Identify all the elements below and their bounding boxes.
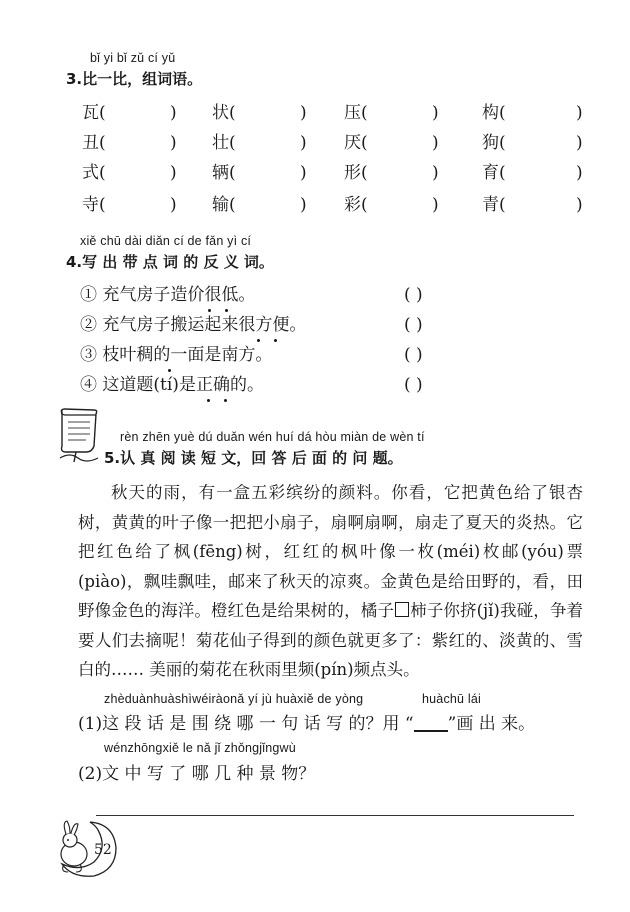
section4-title: 4.写 出 带 点 词 的 反 义 词。 (66, 253, 274, 271)
emphasis-dot (257, 339, 260, 342)
word-cell (82, 101, 182, 125)
square-glyph (395, 602, 409, 617)
right-paren: ) (300, 133, 307, 153)
target-character: 式 (82, 163, 99, 183)
antonym-item-4 (80, 373, 264, 397)
left-paren: ( (99, 103, 106, 123)
left-paren: ( (361, 103, 368, 123)
target-character: 压 (344, 103, 361, 123)
right-paren: ) (576, 195, 583, 215)
left-paren: ( (229, 103, 236, 123)
antonym-item-3 (80, 343, 272, 367)
item-number: ② (80, 315, 97, 335)
answer-parens-3: ( ) (404, 345, 423, 365)
word-cell (82, 131, 182, 155)
target-character: 寺 (82, 195, 99, 215)
word-cell (212, 131, 312, 155)
right-paren: ) (300, 103, 307, 123)
emphasis-dot (225, 309, 228, 312)
item-sentence: 枝叶稠的一面是南方。 (102, 345, 273, 365)
left-paren: ( (99, 133, 106, 153)
item-sentence: 这道题(tí)是正确的。 (102, 375, 264, 395)
target-character: 狗 (482, 133, 499, 153)
item-sentence: 充气房子搬运起来很方便。 (102, 315, 307, 335)
section3-pinyin: bǐ yi bǐ zǔ cí yǔ (90, 51, 176, 65)
left-paren: ( (361, 195, 368, 215)
target-character: 青 (482, 195, 499, 215)
item-sentence: 充气房子造价很低。 (102, 285, 256, 305)
target-character: 厌 (344, 133, 361, 153)
answer-parens-1: ( ) (404, 285, 423, 305)
right-paren: ) (170, 133, 177, 153)
q1-pinyin-2: huàchū lái (422, 692, 481, 706)
target-character: 构 (482, 103, 499, 123)
word-cell (212, 101, 312, 125)
section5-pinyin: rèn zhēn yuè dú duǎn wén huí dá hòu miàn de wèn tí (120, 430, 425, 444)
word-cell (344, 131, 444, 155)
emphasis-dot (208, 309, 211, 312)
right-paren: ) (576, 133, 583, 153)
answer-parens-4: ( ) (404, 375, 423, 395)
right-paren: ) (576, 163, 583, 183)
emphasis-dot (168, 369, 171, 372)
item-number: ① (80, 285, 97, 305)
question-2: (2)文 中 写 了 哪 几 种 景 物？ (78, 764, 316, 784)
reading-passage: 秋天的雨，有一盒五彩缤纷的颜料。你看，它把黄色给了银杏树，黄黄的叶子像一把把小扇子，扇啊扇啊，扇走了夏天的炎热。它把红色给了枫(fēng)树，红红的枫叶像一枚(méi)枚邮(yóu)票(piào)，飘哇飘哇，邮来了秋天的凉爽。金黄色是给田野的，看，田野像金色的海洋。橙红色是给果树的，橘子 柿子你挤(jǐ)我碰，争着要人们去摘呢！菊花仙子得到的颜色就更多了：紫红的、淡黄的、雪白的…… 美丽的菊花在秋雨里频(pín)频点头。 (78, 483, 584, 679)
target-character: 彩 (344, 195, 361, 215)
word-cell (482, 161, 582, 185)
left-paren: ( (99, 163, 106, 183)
target-character: 瓦 (82, 103, 99, 123)
underline-mark (414, 718, 448, 732)
left-paren: ( (229, 133, 236, 153)
left-paren: ( (499, 103, 506, 123)
word-cell (212, 193, 312, 217)
right-paren: ) (432, 133, 439, 153)
word-cell (344, 193, 444, 217)
left-paren: ( (499, 163, 506, 183)
section5-title: 5.认 真 阅 读 短 文，回 答 后 面 的 问 题。 (104, 449, 403, 467)
word-cell (482, 101, 582, 125)
q1-pinyin: zhèduànhuàshìwéiràonǎ yí jù huàxiě de yòng (104, 692, 364, 706)
word-cell (212, 161, 312, 185)
word-cell (344, 161, 444, 185)
right-paren: ) (576, 103, 583, 123)
item-number: ③ (80, 345, 97, 365)
target-character: 状 (212, 103, 229, 123)
left-paren: ( (99, 195, 106, 215)
answer-parens-2: ( ) (404, 315, 423, 335)
target-character: 丑 (82, 133, 99, 153)
section3-title: 3.比一比，组词语。 (66, 70, 203, 88)
word-cell (482, 131, 582, 155)
question-1: (1)这 段 话 是 围 绕 哪 一 句 话 写 的？用 “ ”画 出 来。 (78, 714, 536, 734)
section4-pinyin: xiě chū dài diǎn cí de fǎn yì cí (80, 234, 252, 248)
emphasis-dot (274, 339, 277, 342)
target-character: 壮 (212, 133, 229, 153)
left-paren: ( (229, 195, 236, 215)
right-paren: ) (432, 163, 439, 183)
target-character: 形 (344, 163, 361, 183)
left-paren: ( (499, 133, 506, 153)
target-character: 育 (482, 163, 499, 183)
item-number: ④ (80, 375, 97, 395)
word-cell (82, 161, 182, 185)
word-cell (344, 101, 444, 125)
left-paren: ( (229, 163, 236, 183)
right-paren: ) (300, 163, 307, 183)
word-cell (482, 193, 582, 217)
antonym-item-2 (80, 313, 306, 337)
page-number: 52 (94, 842, 112, 858)
right-paren: ) (170, 103, 177, 123)
emphasis-dot (207, 399, 210, 402)
reading-scroll-icon (56, 406, 102, 464)
q2-pinyin: wénzhōngxiě le nǎ jǐ zhǒngjǐngwù (104, 741, 296, 755)
target-character: 输 (212, 195, 229, 215)
target-character: 辆 (212, 163, 229, 183)
footer-divider (96, 815, 574, 816)
right-paren: ) (432, 195, 439, 215)
word-cell (82, 193, 182, 217)
right-paren: ) (300, 195, 307, 215)
right-paren: ) (170, 195, 177, 215)
left-paren: ( (499, 195, 506, 215)
antonym-item-1 (80, 283, 255, 307)
left-paren: ( (361, 133, 368, 153)
right-paren: ) (170, 163, 177, 183)
emphasis-dot (224, 399, 227, 402)
right-paren: ) (432, 103, 439, 123)
left-paren: ( (361, 163, 368, 183)
